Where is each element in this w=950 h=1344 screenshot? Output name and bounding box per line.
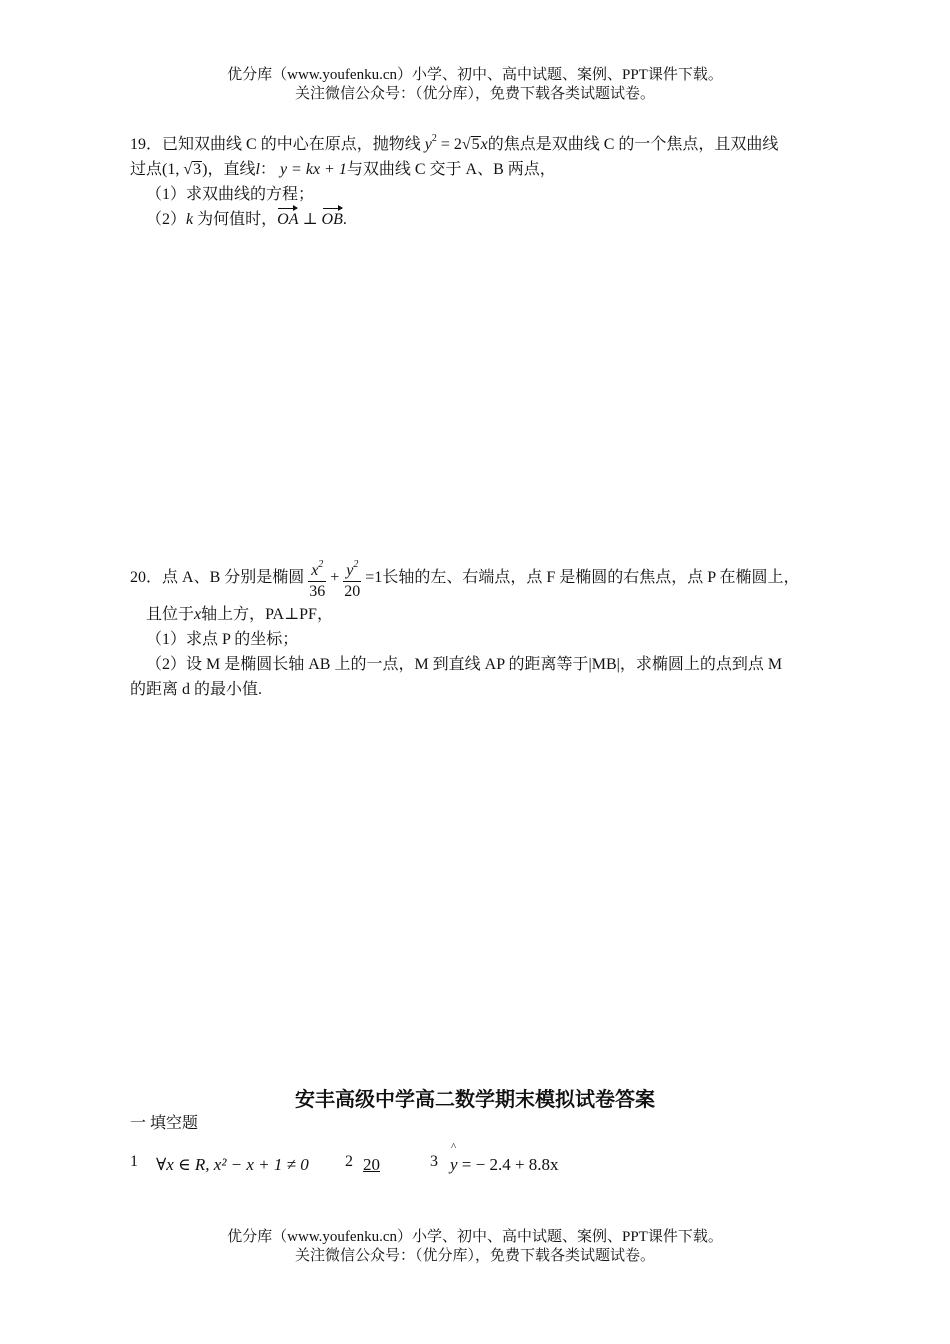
- question-19-part-2: （2）k 为何值时，OA ⊥ OB.: [130, 207, 835, 232]
- question-19-part-1: （1）求双曲线的方程；: [146, 186, 315, 203]
- vector-oa: OA: [277, 207, 298, 232]
- question-19: [130, 126, 835, 232]
- question-20-stem-cont: 且位于x轴上方，PA⊥PF，: [146, 606, 333, 623]
- question-number: 20．: [130, 569, 163, 587]
- vector-ob: OB: [322, 207, 343, 232]
- question-20-stem: 20．点 A、B 分别是椭圆 $\frac{x^2}{36}$ + $\frac{y^2}{20}$ =1长轴的左、右端点，点 F 是椭圆的右焦点，点 P 在椭圆上，: [130, 555, 835, 602]
- page-header: [0, 66, 950, 104]
- header-line-1: 优分库（www.youfenku.cn）小学、初中、高中试题、案例、PPT课件下载。: [227, 67, 723, 83]
- question-number: 19．: [130, 136, 163, 153]
- question-20: [130, 555, 835, 702]
- answer-key-title: 安丰高级中学高二数学期末模拟试卷答案: [295, 1087, 655, 1111]
- ellipse-fraction-x: $\frac{x^2}{36}$: [306, 555, 328, 602]
- question-text: 的焦点是双曲线 C 的一个焦点，且双曲线: [487, 136, 779, 153]
- line-name: l: [255, 161, 260, 178]
- footer-line-2: 关注微信公众号：（优分库），免费下载各类试题试卷。: [294, 1248, 655, 1264]
- line-equation: y = kx + 1: [279, 161, 347, 178]
- question-text: 已知双曲线 C 的中心在原点，抛物线: [162, 136, 421, 153]
- header-line-2: 关注微信公众号：（优分库），免费下载各类试题试卷。: [294, 86, 655, 102]
- answer-number-3: 3: [430, 1153, 438, 1170]
- ellipse-fraction-y: $\frac{y^2}{20}$: [341, 555, 363, 602]
- page-footer: [0, 1228, 950, 1266]
- answer-value-2: 20: [363, 1155, 380, 1174]
- parabola-equation: $y^2 = 2√5x$: [424, 133, 488, 153]
- question-20-part-2: （2）设 M 是椭圆长轴 AB 上的一点，M 到直线 AP 的距离等于|MB|，求椭圆上的点到点 M: [146, 656, 783, 673]
- question-19-stem-cont: 过点(1, √3)，直线l： y = kx + 1与双曲线 C 交于 A、B 两点，: [130, 161, 556, 178]
- footer-line-1: 优分库（www.youfenku.cn）小学、初中、高中试题、案例、PPT课件下载。: [227, 1229, 723, 1245]
- question-19-stem: [130, 126, 835, 157]
- answer-number-1: 1: [130, 1153, 138, 1170]
- answer-value-1: ∀x ∈ R, x² − x + 1 ≠ 0: [156, 1155, 309, 1174]
- question-20-part-2-cont: 的距离 d 的最小值.: [130, 681, 263, 698]
- section-heading: 一 填空题: [130, 1115, 199, 1132]
- answer-number-2: 2: [345, 1153, 353, 1170]
- answer-row: [130, 1153, 830, 1183]
- point-coordinate: (1, √3): [162, 161, 208, 178]
- answer-value-3: ^ y = − 2.4 + 8.8x: [450, 1155, 559, 1175]
- question-20-part-1: （1）求点 P 的坐标；: [146, 631, 299, 648]
